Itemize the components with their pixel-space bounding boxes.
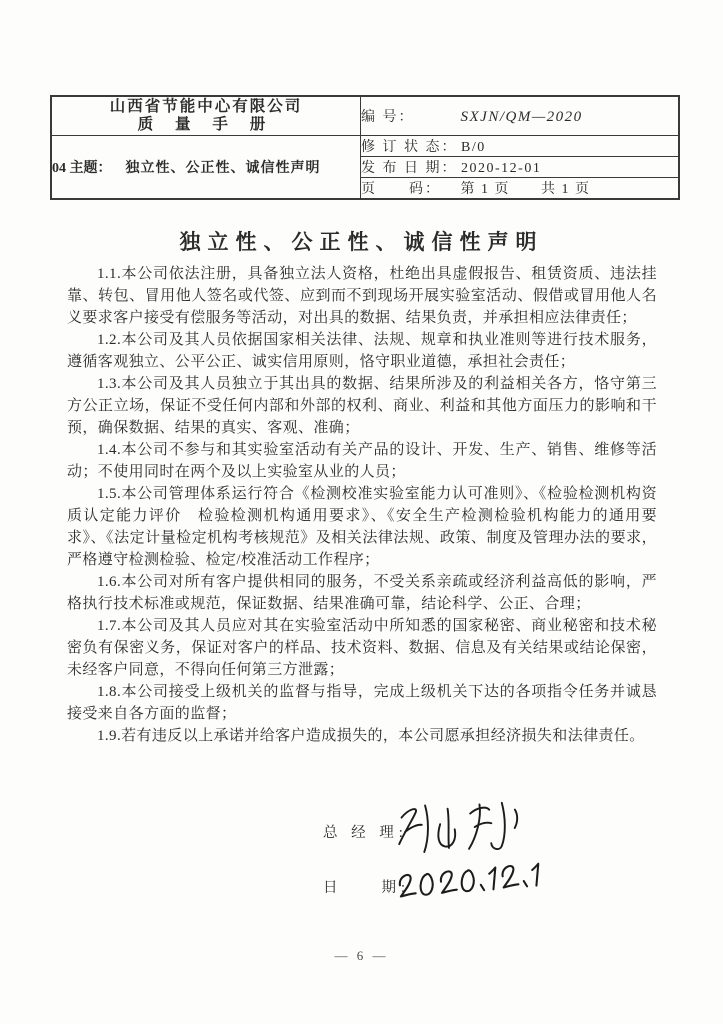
date-label: 日 期: [323,880,411,896]
body-paragraph: 1.5.本公司管理体系运行符合《检测校准实验室能力认可准则》、《检验检测机构资质认定能力评价 检验检测机构通用要求》、《安全生产检测检验机构能力的通用要求》、《法定计量检定机构考核规范》及相关法律法规、政策、制度及管理办法的要求，严格遵守检测检验、检定/校准活动工作程序； [67,486,657,568]
body-paragraph: 1.6.本公司对所有客户提供相同的服务，不受关系亲疏或经济利益高低的影响，严格执行技术标准或规范，保证数据、结果准确可靠，结论科学、公正、合理； [67,574,657,612]
revision-value: B/0 [461,140,486,155]
body-paragraph: 1.4.本公司不参与和其实验室活动有关产品的设计、开发、生产、销售、维修等活动；不使用同时在两个及以上实验室从业的人员； [67,442,657,480]
general-manager-label: 总 经 理: [323,825,408,841]
body-paragraph: 1.7.本公司及其人员应对其在实验室活动中所知悉的国家秘密、商业秘密和技术秘密负有保密义务，保证对客户的样品、技术资料、数据、信息及有关结果或结论保密，未经客户同意，不得向任何第三方泄露； [67,618,657,678]
body-paragraph: 1.8.本公司接受上级机关的监督与指导，完成上级机关下达的各项指令任务并诚恳接受来自各方面的监督； [67,684,657,722]
page-code-value: 第 1 页 共 1 页 [460,182,591,197]
body-paragraph: 1.1.本公司依法注册，具备独立法人资格，杜绝出具虚假报告、租赁资质、违法挂靠、转包、冒用他人签名或代签、应到而不到现场开展实验室活动、假借或冒用他人名义要求客户接受有偿服务等活动，对出具的数据、结果负责，并承担相应法律责任； [67,266,657,326]
date-handwriting [396,858,546,907]
declaration-body [67,263,657,747]
revision-cell [361,136,680,157]
doc-number-cell [361,96,680,136]
subject-label: 04 主题： [52,161,112,176]
doc-number-label: 编 号： [361,110,415,125]
issue-date-label: 发 布 日 期： [361,161,458,176]
subject-text: 独立性、公正性、诚信性声明 [125,161,321,176]
body-paragraph: 1.9.若有违反以上承诺并给客户造成损失的，本公司愿承担经济损失和法律责任。 [97,728,645,744]
page-title: 独立性、公正性、诚信性声明 [179,230,544,254]
revision-label: 修 订 状 态： [361,140,458,155]
issue-date-cell [361,157,680,178]
company-name: 山西省节能中心有限公司 [109,98,303,115]
subject-cell [51,136,361,200]
header-table [50,95,680,200]
manager-signature-handwriting [393,796,535,868]
footer-page-number: — 6 — [334,948,389,963]
manual-title: 质 量 手 册 [137,116,275,133]
company-cell [51,96,361,136]
body-paragraph: 1.2.本公司及其人员依据国家相关法律、法规、规章和执业准则等进行技术服务，遵循客观独立、公平公正、诚实信用原则，恪守职业道德，承担社会责任； [67,332,657,370]
page-code-cell [361,178,680,200]
issue-date-value: 2020-12-01 [461,161,542,176]
body-paragraph: 1.3.本公司及其人员独立于其出具的数据、结果所涉及的利益相关各方，恪守第三方公正立场，保证不受任何内部和外部的权利、商业、利益和其他方面压力的影响和干预，确保数据、结果的真实、客观、准确； [67,376,657,436]
page-code-label: 页 码： [361,182,441,197]
doc-number-value: SXJN/QM—2020 [460,109,583,125]
